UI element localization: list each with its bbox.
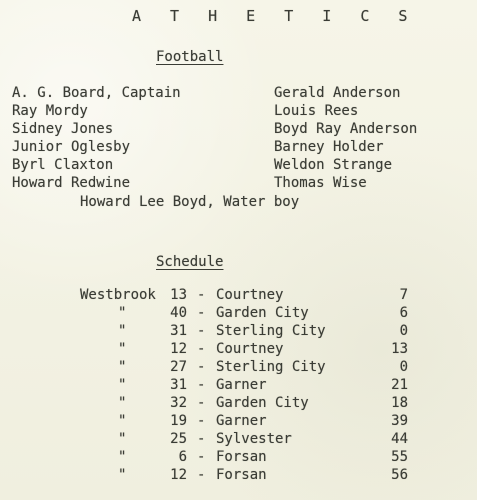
score-dash: - [197, 431, 206, 447]
score-dash: - [197, 287, 206, 303]
roster-left-name: Byrl Claxton [12, 157, 114, 173]
score-dash: - [197, 341, 206, 357]
opponent-score: 21 [391, 377, 408, 393]
ditto-mark: " [118, 395, 127, 411]
opponent-name: Forsan [216, 467, 267, 483]
ditto-mark: " [118, 323, 127, 339]
roster-right-name: Louis Rees [274, 103, 359, 119]
opponent-score: 7 [399, 287, 408, 303]
score-dash: - [197, 449, 206, 465]
opponent-name: Sylvester [216, 431, 292, 447]
water-boy-line: Howard Lee Boyd, Water boy [80, 194, 300, 210]
roster-right-name: Gerald Anderson [274, 85, 401, 101]
opponent-name: Forsan [216, 449, 267, 465]
ditto-mark: " [118, 413, 127, 429]
home-score: 12 [170, 467, 187, 483]
ditto-mark: " [118, 431, 127, 447]
roster-left-name: A. G. Board, Captain [12, 85, 181, 101]
opponent-score: 6 [399, 305, 408, 321]
home-score: 19 [170, 413, 187, 429]
roster-right-name: Thomas Wise [274, 175, 367, 191]
ditto-mark: " [118, 377, 127, 393]
home-score: 31 [170, 377, 187, 393]
page-title: A T H E T I C S [132, 7, 418, 25]
opponent-score: 39 [391, 413, 408, 429]
opponent-name: Garden City [216, 305, 309, 321]
roster-left-name: Junior Oglesby [12, 139, 131, 155]
opponent-name: Courtney [216, 341, 284, 357]
opponent-score: 44 [391, 431, 408, 447]
score-dash: - [197, 413, 206, 429]
opponent-name: Garner [216, 377, 267, 393]
home-score: 6 [178, 449, 187, 465]
roster-right-name: Weldon Strange [274, 157, 393, 173]
ditto-mark: " [118, 341, 127, 357]
opponent-score: 13 [391, 341, 408, 357]
home-score: 12 [170, 341, 187, 357]
opponent-name: Garden City [216, 395, 309, 411]
home-score: 40 [170, 305, 187, 321]
roster-left-name: Sidney Jones [12, 121, 114, 137]
opponent-score: 56 [391, 467, 408, 483]
ditto-mark: " [118, 467, 127, 483]
opponent-name: Garner [216, 413, 267, 429]
home-score: 27 [170, 359, 187, 375]
score-dash: - [197, 359, 206, 375]
ditto-mark: " [118, 359, 127, 375]
roster-left-name: Ray Mordy [12, 103, 88, 119]
home-score: 25 [170, 431, 187, 447]
home-score: 31 [170, 323, 187, 339]
roster-left-name: Howard Redwine [12, 175, 131, 191]
home-score: 13 [170, 287, 187, 303]
score-dash: - [197, 305, 206, 321]
opponent-score: 55 [391, 449, 408, 465]
score-dash: - [197, 323, 206, 339]
opponent-name: Courtney [216, 287, 284, 303]
opponent-score: 18 [391, 395, 408, 411]
opponent-name: Sterling City [216, 359, 326, 375]
football-heading: Football [156, 49, 224, 65]
ditto-mark: " [118, 305, 127, 321]
roster-right-name: Barney Holder [274, 139, 384, 155]
opponent-score: 0 [399, 359, 408, 375]
score-dash: - [197, 467, 206, 483]
home-score: 32 [170, 395, 187, 411]
schedule-heading: Schedule [156, 254, 224, 270]
score-dash: - [197, 395, 206, 411]
roster-right-name: Boyd Ray Anderson [274, 121, 418, 137]
opponent-name: Sterling City [216, 323, 326, 339]
ditto-mark: " [118, 449, 127, 465]
score-dash: - [197, 377, 206, 393]
opponent-score: 0 [399, 323, 408, 339]
home-team-name: Westbrook [80, 287, 156, 303]
